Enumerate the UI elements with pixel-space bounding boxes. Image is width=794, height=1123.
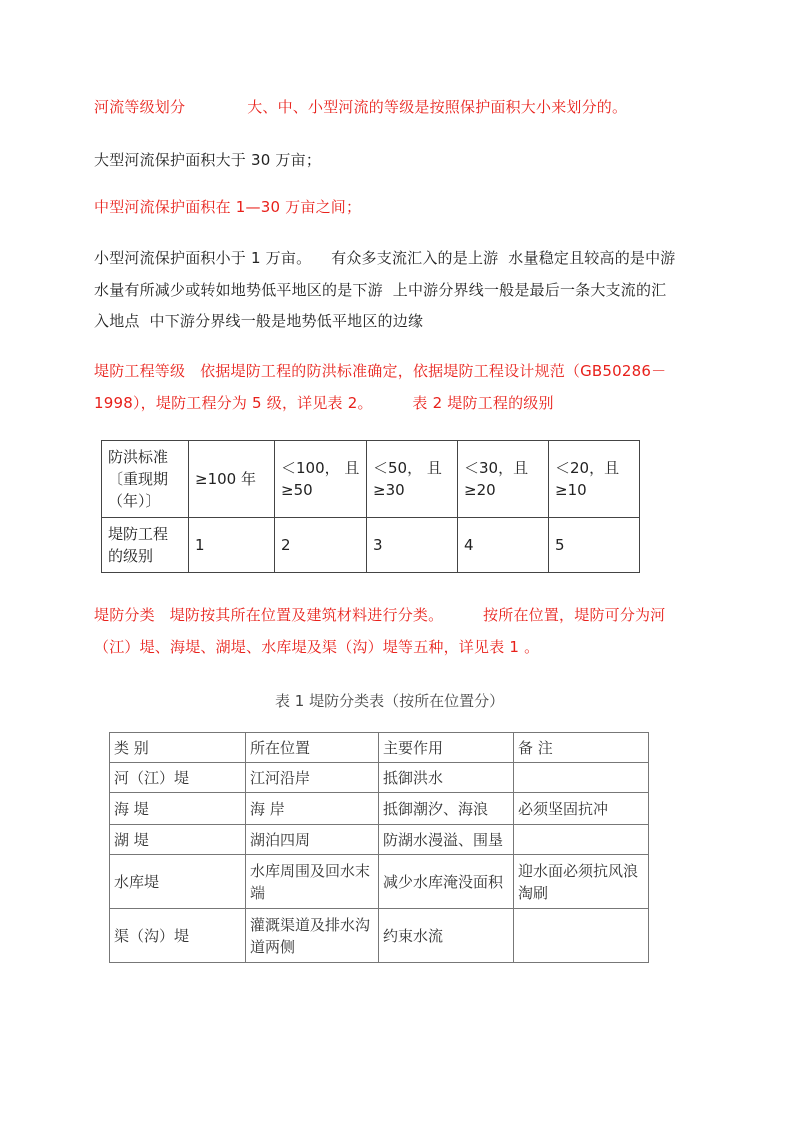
table-header-cell: 备 注 xyxy=(514,733,649,763)
river-grading-text: 大、中、小型河流的等级是按照保护面积大小来划分的。 xyxy=(247,98,628,116)
table-cell: 4 xyxy=(458,518,549,573)
river-grading-heading: 河流等级划分 xyxy=(94,98,186,116)
table-cell: 水库堤 xyxy=(110,855,246,909)
table-cell: ＜30，且≥20 xyxy=(458,441,549,518)
table-cell: 减少水库淹没面积 xyxy=(379,855,514,909)
large-river-text: 大型河流保护面积大于 30 万亩； xyxy=(94,151,322,169)
table1-caption: 表 1 堤防分类表（按所在位置分） xyxy=(275,692,505,710)
table-row xyxy=(110,793,649,825)
small-river-line-1: 小型河流保护面积小于 1 万亩。 有众多支流汇入的是上游 水量稳定且较高的是中游 xyxy=(94,249,676,267)
table-cell: ＜100， 且≥50 xyxy=(275,441,367,518)
table-cell: 抵御洪水 xyxy=(379,763,514,793)
table-cell: 湖 堤 xyxy=(110,825,246,855)
dike-grade-line-2: 1998），堤防工程分为 5 级，详见表 2。 表 2 堤防工程的级别 xyxy=(94,394,554,412)
table-cell: 河（江）堤 xyxy=(110,763,246,793)
table-header-cell: 所在位置 xyxy=(246,733,379,763)
table-row xyxy=(110,825,649,855)
table-cell: 海 岸 xyxy=(246,793,379,825)
table-cell: 防湖水漫溢、围垦 xyxy=(379,825,514,855)
dike-classification-line-2: （江）堤、海堤、湖堤、水库堤及渠（沟）堤等五种，详见表 1 。 xyxy=(94,638,540,656)
table-cell: 5 xyxy=(549,518,640,573)
table-cell: ＜50， 且≥30 xyxy=(367,441,458,518)
dike-grade-line-1: 堤防工程等级 依据堤防工程的防洪标准确定，依据堤防工程设计规范（GB50286－ xyxy=(94,362,667,380)
dike-grade-table xyxy=(101,440,640,573)
table-header-row xyxy=(110,733,649,763)
table-cell: 防洪标准〔重现期（年）〕 xyxy=(102,441,189,518)
table-cell: 江河沿岸 xyxy=(246,763,379,793)
table-cell: ≥100 年 xyxy=(189,441,275,518)
table-header-cell: 主要作用 xyxy=(379,733,514,763)
table-cell xyxy=(514,909,649,963)
table-cell xyxy=(514,825,649,855)
table-cell: 灌溉渠道及排水沟道两侧 xyxy=(246,909,379,963)
table-row xyxy=(102,518,640,573)
small-river-line-3: 入地点 中下游分界线一般是地势低平地区的边缘 xyxy=(94,312,424,330)
table-cell: 3 xyxy=(367,518,458,573)
table-cell: 2 xyxy=(275,518,367,573)
table-cell: 抵御潮汐、海浪 xyxy=(379,793,514,825)
table-cell: ＜20，且≥10 xyxy=(549,441,640,518)
table-cell xyxy=(514,763,649,793)
table-header-cell: 类 别 xyxy=(110,733,246,763)
table-row xyxy=(110,855,649,909)
table-cell: 必须坚固抗冲 xyxy=(514,793,649,825)
table-row xyxy=(110,909,649,963)
small-river-line-2: 水量有所减少或转如地势低平地区的是下游 上中游分界线一般是最后一条大支流的汇 xyxy=(94,281,667,299)
dike-classification-line-1: 堤防分类 堤防按其所在位置及建筑材料进行分类。 按所在位置，堤防可分为河 xyxy=(94,606,666,624)
table-row xyxy=(110,763,649,793)
medium-river-text: 中型河流保护面积在 1—30 万亩之间； xyxy=(94,198,362,216)
table-cell: 湖泊四周 xyxy=(246,825,379,855)
paragraph-river-grading xyxy=(94,96,627,117)
table-cell: 迎水面必须抗风浪淘刷 xyxy=(514,855,649,909)
table-cell: 堤防工程的级别 xyxy=(102,518,189,573)
table-cell: 水库周围及回水末端 xyxy=(246,855,379,909)
table-cell: 海 堤 xyxy=(110,793,246,825)
dike-classification-table xyxy=(109,732,649,963)
table-cell: 约束水流 xyxy=(379,909,514,963)
table-cell: 渠（沟）堤 xyxy=(110,909,246,963)
table-cell: 1 xyxy=(189,518,275,573)
table-row xyxy=(102,441,640,518)
